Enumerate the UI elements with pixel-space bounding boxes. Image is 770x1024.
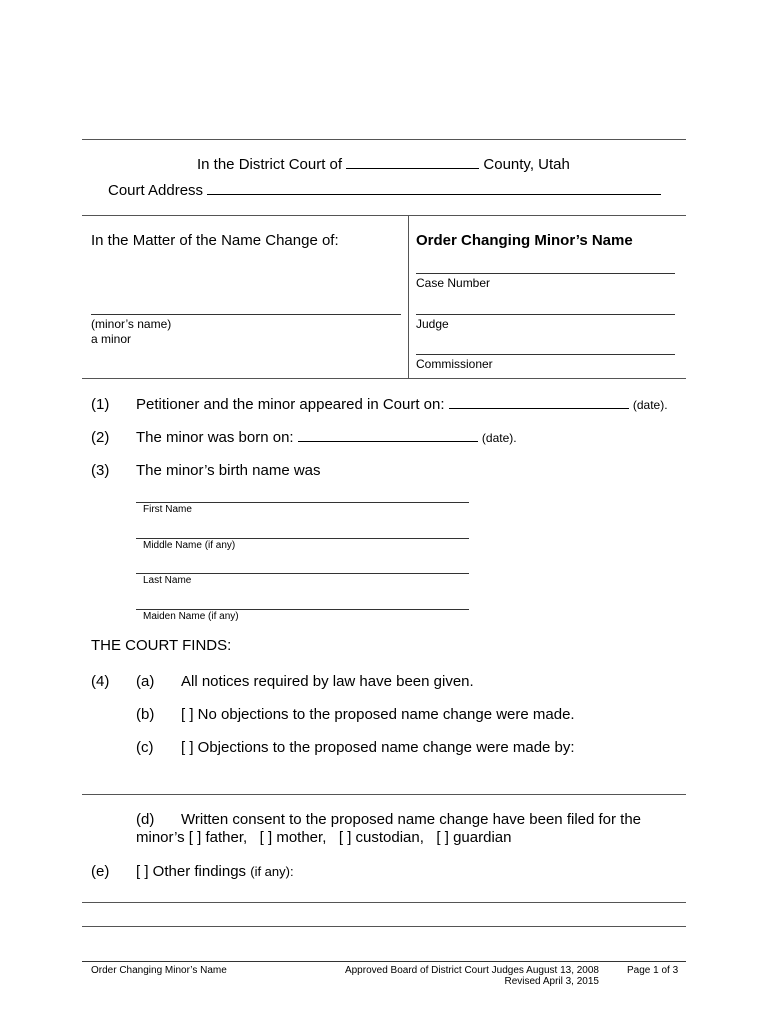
item-1-text: Petitioner and the minor appeared in Court on: <box>136 396 445 413</box>
footer-approved: Approved Board of District Court Judges August 13, 2008 <box>344 965 599 976</box>
court-prefix: In the District Court of <box>197 156 343 173</box>
a-minor-label: a minor <box>91 332 132 346</box>
finding-c-checkbox[interactable]: [ ] Objections to the proposed name change were made by: <box>181 739 575 756</box>
finding-e-small: (if any): <box>250 864 294 879</box>
address-line <box>108 182 661 199</box>
other-findings-blank-2[interactable] <box>82 926 686 927</box>
middle-name-label: Middle Name (if any) <box>143 540 236 551</box>
item-3-text: The minor’s birth name was <box>136 462 321 479</box>
finding-b-checkbox[interactable]: [ ] No objections to the proposed name change were made. <box>181 706 575 723</box>
top-rule <box>82 139 686 140</box>
objections-blank[interactable] <box>82 794 686 795</box>
case-number-label: Case Number <box>416 276 491 290</box>
footer-revised: Revised April 3, 2015 <box>504 976 599 987</box>
item-1 <box>136 396 668 413</box>
finding-e-text: [ ] Other findings <box>136 863 247 880</box>
doc-title: Order Changing Minor’s Name <box>416 232 633 249</box>
birth-date-blank[interactable] <box>298 441 478 442</box>
findings-heading: THE COURT FINDS: <box>91 637 232 654</box>
item-2-text: The minor was born on: <box>136 429 294 446</box>
footer-left: Order Changing Minor’s Name <box>91 965 227 976</box>
last-name-label: Last Name <box>143 575 192 586</box>
footer-page: Page 1 of 3 <box>627 965 679 976</box>
item-2-number: (2) <box>91 429 110 446</box>
middle-name-blank[interactable] <box>136 538 469 539</box>
minor-name-label: (minor’s name) <box>91 317 172 331</box>
finding-d-options[interactable]: minor’s [ ] father, [ ] mother, [ ] custodian, [ ] guardian <box>136 829 512 846</box>
caption-top-rule <box>82 215 686 216</box>
finding-b-letter: (b) <box>136 706 155 723</box>
first-name-label: First Name <box>143 504 192 515</box>
address-blank[interactable] <box>207 194 661 195</box>
item-4-number: (4) <box>91 673 110 690</box>
finding-d-letter: (d) <box>136 811 155 828</box>
matter-label: In the Matter of the Name Change of: <box>91 232 339 249</box>
item-1-suffix: (date). <box>632 398 668 412</box>
court-suffix: County, Utah <box>483 156 570 173</box>
last-name-blank[interactable] <box>136 573 469 574</box>
finding-a-text: All notices required by law have been given. <box>181 673 474 690</box>
footer-rule <box>82 961 686 962</box>
maiden-name-blank[interactable] <box>136 609 469 610</box>
judge-blank[interactable] <box>416 314 675 315</box>
address-label: Court Address <box>108 182 204 199</box>
item-2 <box>136 429 517 446</box>
commissioner-blank[interactable] <box>416 354 675 355</box>
county-blank[interactable] <box>346 168 479 169</box>
court-line <box>197 156 570 173</box>
finding-a-letter: (a) <box>136 673 155 690</box>
finding-d-text: Written consent to the proposed name change have been filed for the <box>181 811 642 828</box>
appearance-date-blank[interactable] <box>449 408 629 409</box>
finding-e-letter: (e) <box>91 863 110 880</box>
caption-divider <box>408 215 409 378</box>
minor-name-blank[interactable] <box>91 314 401 315</box>
finding-c-letter: (c) <box>136 739 154 756</box>
case-number-blank[interactable] <box>416 273 675 274</box>
footer-center <box>343 965 599 987</box>
other-findings-blank-1[interactable] <box>82 902 686 903</box>
item-3-number: (3) <box>91 462 110 479</box>
commissioner-label: Commissioner <box>416 357 493 371</box>
first-name-blank[interactable] <box>136 502 469 503</box>
maiden-name-label: Maiden Name (if any) <box>143 611 239 622</box>
judge-label: Judge <box>416 317 449 331</box>
caption-bottom-rule <box>82 378 686 379</box>
finding-e[interactable] <box>136 863 294 880</box>
item-1-number: (1) <box>91 396 110 413</box>
item-2-suffix: (date). <box>481 431 517 445</box>
